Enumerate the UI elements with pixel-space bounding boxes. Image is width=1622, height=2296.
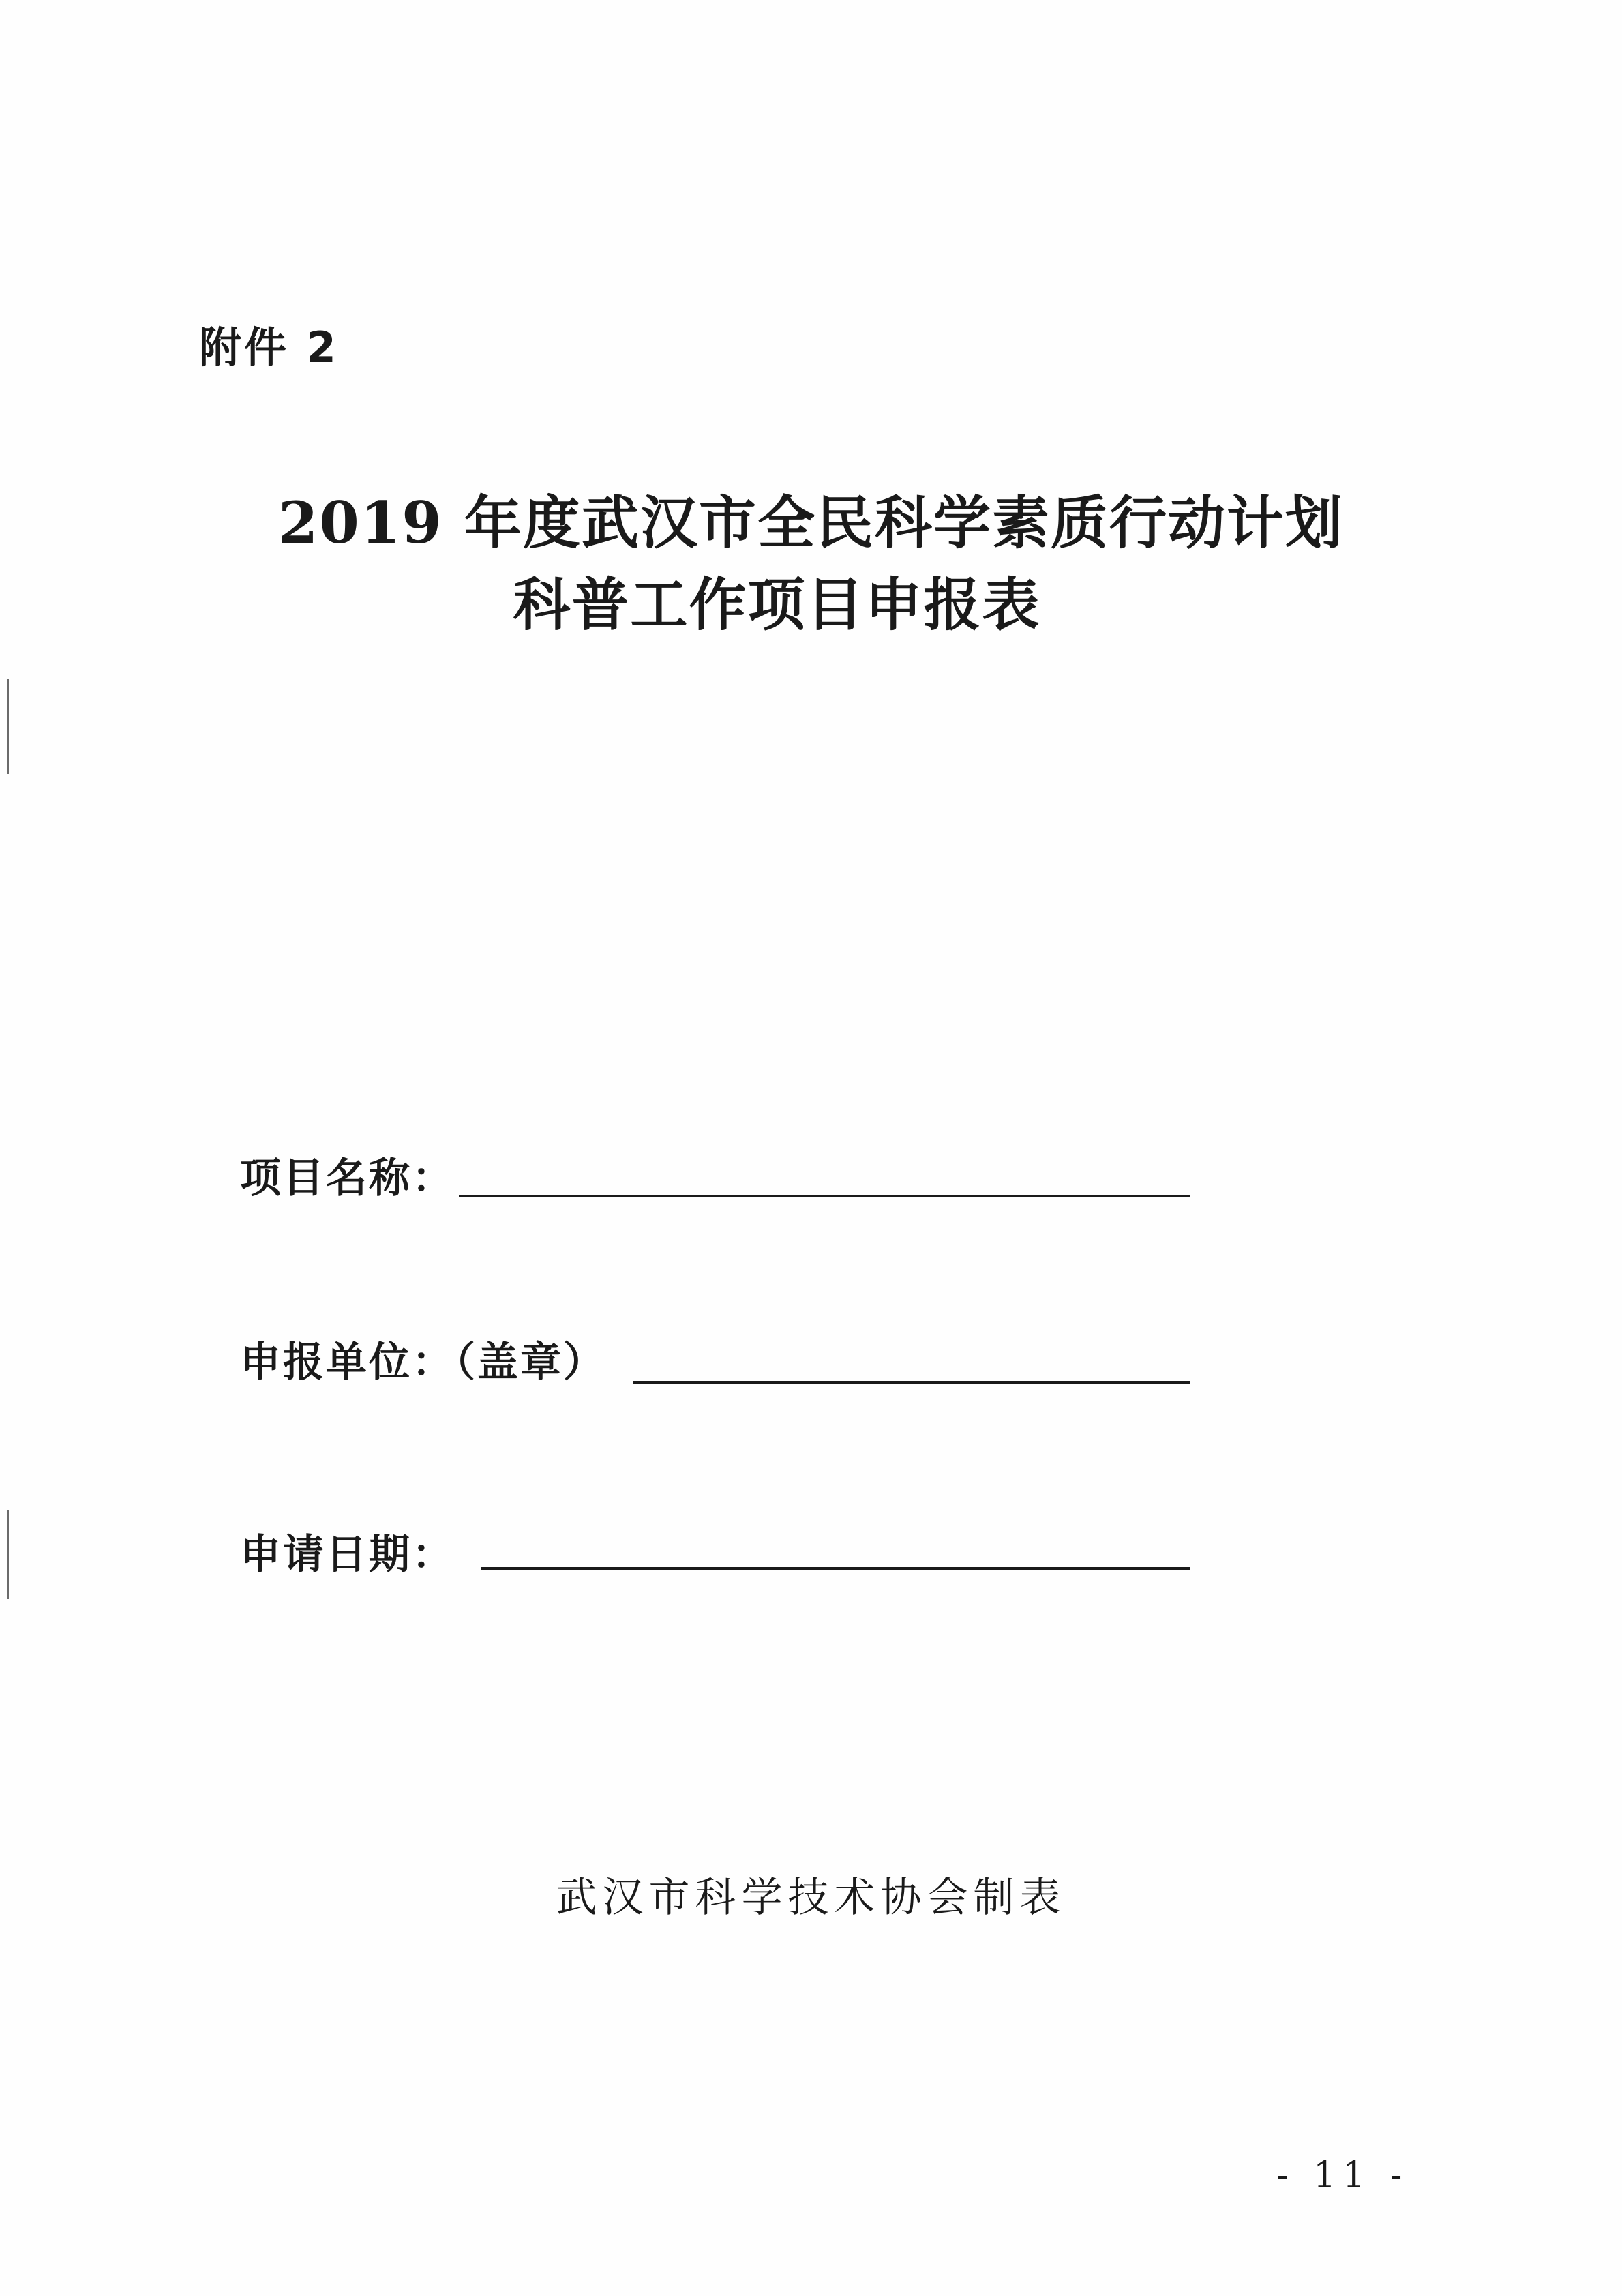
scan-edge-mark <box>7 1510 9 1599</box>
issuer-text: 武汉市科学技术协会制表 <box>556 1874 1066 1922</box>
applicant-unit-blank <box>633 1381 1190 1384</box>
applicant-unit-label: 申报单位：（盖章） <box>240 1339 606 1386</box>
form-title-line2: 科普工作项目申报表 <box>513 571 1041 638</box>
application-date-blank <box>481 1567 1190 1570</box>
project-name-label: 项目名称： <box>240 1154 455 1202</box>
attachment-label: 附件 2 <box>199 323 339 372</box>
application-date-label: 申请日期： <box>240 1531 455 1579</box>
form-title-line1: 2019 年度武汉市全民科学素质行动计划 <box>277 489 1345 556</box>
scan-edge-mark <box>7 679 9 774</box>
page-number: - 11 - <box>1276 2155 1409 2196</box>
project-name-blank <box>459 1195 1190 1197</box>
